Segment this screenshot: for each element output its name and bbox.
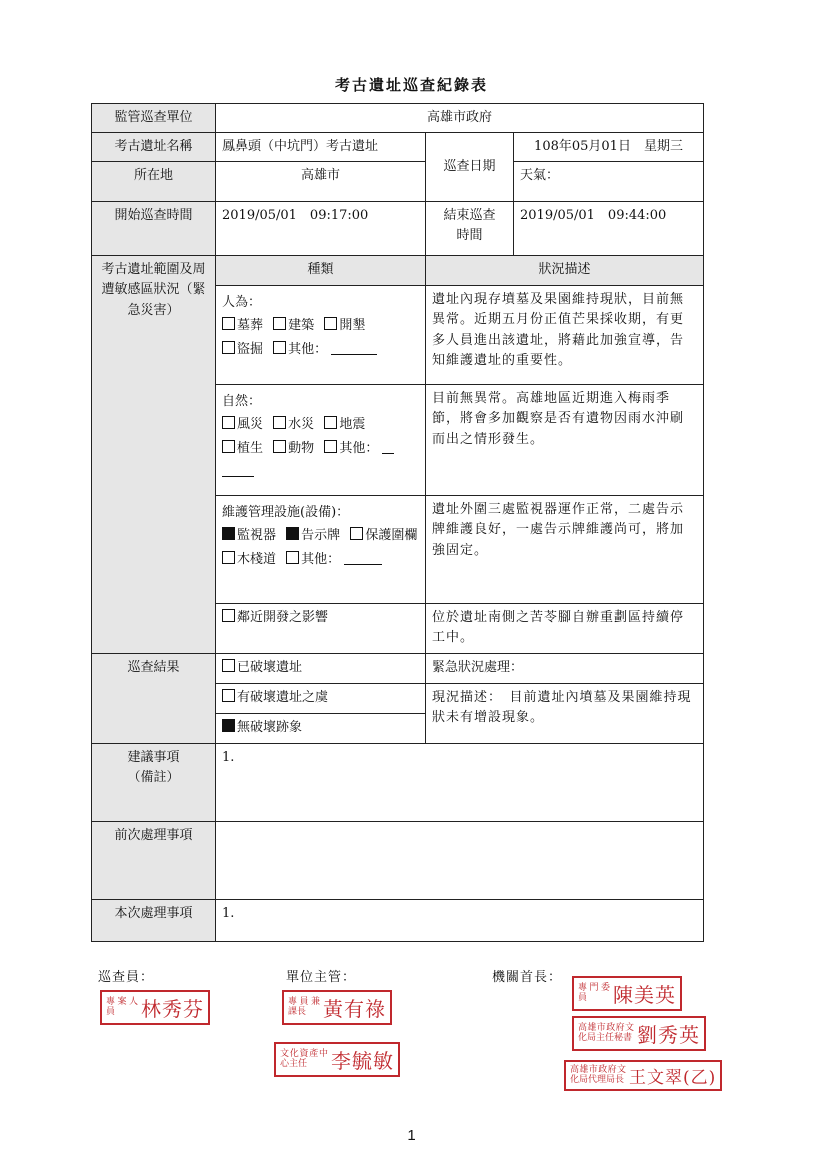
option-signboard: 告示牌 (301, 528, 341, 544)
option-other: 其他： (288, 341, 328, 357)
checkbox-icon[interactable] (273, 317, 286, 330)
site-name-label: 考古遺址名稱 (92, 133, 216, 162)
human-label: 人為： (222, 295, 262, 311)
inspector-label: 巡查員： (98, 970, 155, 985)
suggestion-label-cell (92, 744, 216, 822)
previous-value (216, 822, 704, 900)
start-time-value: 2019/05/01 09:17:00 (216, 202, 426, 256)
stamp-commissioner (572, 976, 682, 1011)
option-monitor: 監視器 (237, 528, 277, 544)
option-other: 其他： (339, 440, 379, 456)
start-time-label: 開始巡查時間 (92, 202, 216, 256)
stamp-inspector (100, 990, 210, 1025)
result-option-risk (216, 684, 426, 714)
option-looting: 盜掘 (237, 341, 264, 357)
suggestion-label: 建議事項 (127, 750, 180, 766)
stamp-title: 專門委員 (578, 983, 610, 1003)
result-option-label: 已破壞遺址 (237, 660, 303, 676)
checkbox-icon[interactable] (222, 317, 235, 330)
option-vegetation: 植生 (237, 440, 264, 456)
option-cultivation: 開墾 (339, 318, 366, 334)
checkbox-icon[interactable] (222, 551, 235, 564)
nature-cell (216, 385, 426, 496)
current-label: 本次處理事項 (92, 900, 216, 942)
facility-cell (216, 496, 426, 604)
option-animal: 動物 (288, 440, 315, 456)
end-time-label: 結束巡查時間 (426, 202, 514, 256)
checkbox-icon[interactable] (324, 317, 337, 330)
checkbox-icon[interactable] (273, 440, 286, 453)
end-time-value: 2019/05/01 09:44:00 (514, 202, 704, 256)
human-cell (216, 286, 426, 385)
location-value: 高雄市 (216, 162, 426, 202)
option-building: 建築 (288, 318, 315, 334)
stamp-name: 林秀芬 (141, 997, 204, 1021)
suggestion-value: 1. (216, 744, 704, 822)
result-label: 巡查結果 (92, 654, 216, 744)
stamp-name: 王文翠(乙) (629, 1068, 717, 1088)
page-number: 1 (407, 1127, 416, 1144)
checkbox-checked-icon[interactable] (222, 719, 235, 732)
option-earthquake: 地震 (339, 417, 366, 433)
stamp-title: 文化資產中心主任 (280, 1049, 328, 1069)
stamp-supervisor (282, 990, 392, 1025)
option-other: 其他： (301, 551, 341, 567)
stamp-name: 劉秀英 (637, 1023, 700, 1047)
result-option-label: 有破壞遺址之虞 (237, 690, 329, 706)
stamp-chief-secretary (572, 1016, 706, 1051)
stamp-title: 專案人員 (106, 997, 138, 1017)
development-desc: 位於遺址南側之苦苓腳自辦重劃區持續停工中。 (426, 604, 704, 654)
stamp-center-director (274, 1042, 400, 1077)
unit-label: 監管巡查單位 (92, 104, 216, 133)
previous-label: 前次處理事項 (92, 822, 216, 900)
checkbox-icon[interactable] (286, 551, 299, 564)
nature-label: 自然： (222, 394, 262, 410)
result-option-label: 無破壞跡象 (237, 720, 303, 736)
location-label: 所在地 (92, 162, 216, 202)
human-desc: 遺址內現存墳墓及果園維持現狀，目前無異常。近期五月份正值芒果採收期，有更多人員進出該遺址，將藉此加強宣導，告知維護遺址的重要性。 (426, 286, 704, 385)
checkbox-icon[interactable] (222, 440, 235, 453)
stamp-title: 高雄市政府文化局代理局長 (570, 1065, 626, 1085)
inspect-date-value: 108年05月01日 星期三 (514, 133, 704, 162)
stamp-title: 高雄市政府文化局主任秘書 (578, 1023, 634, 1043)
desc-header: 狀況描述 (426, 256, 704, 286)
supervisor-label: 單位主管： (286, 970, 357, 985)
checkbox-icon[interactable] (273, 341, 286, 354)
option-burial: 墓葬 (237, 318, 264, 334)
stamp-name: 黃有祿 (323, 997, 386, 1021)
checkbox-icon[interactable] (222, 341, 235, 354)
checkbox-icon[interactable] (324, 440, 337, 453)
option-typhoon: 風災 (237, 417, 264, 433)
emergency-label: 緊急狀況處理： (426, 654, 704, 684)
weather-label: 天氣： (514, 162, 704, 202)
inspection-form-table (91, 103, 704, 942)
form-title: 考古遺址巡查紀錄表 (334, 76, 488, 94)
head-label: 機關首長： (492, 970, 563, 985)
facility-label: 維護管理設施(設備)： (222, 505, 350, 521)
checkbox-icon[interactable] (222, 609, 235, 622)
checkbox-checked-icon[interactable] (286, 527, 299, 540)
stamp-name: 陳美英 (613, 983, 676, 1007)
site-name-value: 鳳鼻頭（中坑門）考古遺址 (216, 133, 426, 162)
checkbox-icon[interactable] (273, 416, 286, 429)
checkbox-icon[interactable] (222, 416, 235, 429)
development-cell (216, 604, 426, 654)
option-fence: 保護圍欄 (365, 528, 418, 544)
checkbox-icon[interactable] (222, 689, 235, 702)
nature-desc: 目前無異常。高雄地區近期進入梅雨季節，將會多加觀察是否有遺物因雨水沖刷而出之情形發生。 (426, 385, 704, 496)
option-flood: 水災 (288, 417, 315, 433)
development-label: 鄰近開發之影響 (237, 610, 329, 626)
facility-desc: 遺址外圍三處監視器運作正常，二處告示牌維護良好，一處告示牌維護尚可，將加強固定。 (426, 496, 704, 604)
unit-value: 高雄市政府 (216, 104, 704, 133)
stamp-name: 李毓敏 (331, 1049, 394, 1073)
option-boardwalk: 木棧道 (237, 551, 277, 567)
inspect-date-label: 巡查日期 (426, 133, 514, 202)
stamp-title: 專員兼課長 (288, 997, 320, 1017)
result-option-destroyed (216, 654, 426, 684)
stamp-acting-director (564, 1060, 722, 1091)
checkbox-checked-icon[interactable] (222, 527, 235, 540)
current-desc: 現況描述： 目前遺址內墳墓及果園維持現狀未有增設現象。 (426, 684, 704, 744)
status-section-label: 考古遺址範圍及周遭敏感區狀況（緊急災害） (92, 256, 216, 654)
checkbox-icon[interactable] (350, 527, 363, 540)
checkbox-icon[interactable] (324, 416, 337, 429)
current-value: 1. (216, 900, 704, 942)
suggestion-note: （備註） (127, 770, 180, 786)
result-option-none (216, 714, 426, 744)
type-header: 種類 (216, 256, 426, 286)
checkbox-icon[interactable] (222, 659, 235, 672)
